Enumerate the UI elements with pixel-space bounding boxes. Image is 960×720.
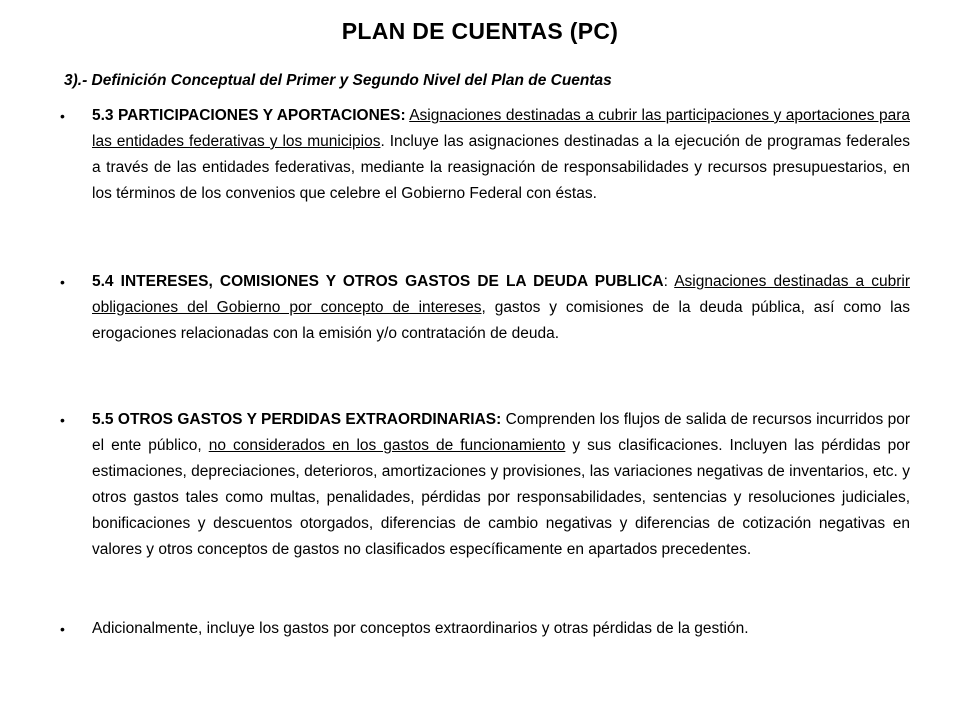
item-heading: 5.3 PARTICIPACIONES Y APORTACIONES:	[92, 107, 406, 124]
bullet-icon: •	[60, 621, 65, 637]
underlined-text: Asignaciones destinadas a cubrir obligaciones del Gobierno por concepto de intereses	[92, 273, 910, 316]
paragraph	[92, 407, 910, 563]
bullet-item-5-5	[60, 407, 910, 563]
bullet-icon: •	[60, 412, 65, 428]
bullet-icon: •	[60, 274, 65, 290]
bullet-icon: •	[60, 108, 65, 124]
underlined-text: no considerados en los gastos de funcionamiento	[208, 437, 566, 454]
item-heading: 5.5 OTROS GASTOS Y PERDIDAS EXTRAORDINARIAS:	[92, 411, 502, 428]
separator: :	[663, 273, 675, 290]
item-heading: 5.4 INTERESES, COMISIONES Y OTROS GASTOS DE LA DEUDA PUBLICA	[92, 273, 664, 290]
paragraph	[92, 103, 910, 207]
body-text: . Incluye las asignaciones destinadas a la ejecución de programas federales a través de las entidades federativas, mediante la reasignación de responsabilidades y recursos presupuestarios, en los términos de los convenios que celebre el Gobierno Federal con éstas.	[92, 133, 910, 202]
paragraph	[92, 269, 910, 347]
body-text: y sus clasificaciones. Incluyen las pérdidas por estimaciones, depreciaciones, deterioros, amortizaciones y provisiones, las variaciones negativas de inventarios, etc. y otros gastos tales como multas, penalidades, pérdidas por responsabilidades, sentencias y resoluciones judiciales, bonificaciones y descuentos otorgados, diferencias de cambio negativas y diferencias de cotización negativas en valores y otros conceptos de gastos no clasificados específicamente en apartados precedentes.	[92, 437, 910, 558]
section-subtitle: 3).- Definición Conceptual del Primer y Segundo Nivel del Plan de Cuentas	[64, 72, 612, 89]
paragraph: Adicionalmente, incluye los gastos por conceptos extraordinarios y otras pérdidas de la gestión.	[92, 620, 749, 637]
underlined-text: Asignaciones destinadas a cubrir las participaciones y aportaciones para las entidades federativas y los municipios	[92, 107, 910, 150]
bullet-item-5-3	[60, 103, 910, 207]
bullet-item-5-4	[60, 269, 910, 347]
body-text: Comprenden los flujos de salida de recursos incurridos por el ente público,	[92, 411, 911, 454]
bullet-item-adicional	[60, 616, 910, 642]
page-title: PLAN DE CUENTAS (PC)	[341, 18, 619, 44]
body-text: , gastos y comisiones de la deuda pública, así como las erogaciones relacionadas con la emisión y/o contratación de deuda.	[92, 299, 910, 342]
